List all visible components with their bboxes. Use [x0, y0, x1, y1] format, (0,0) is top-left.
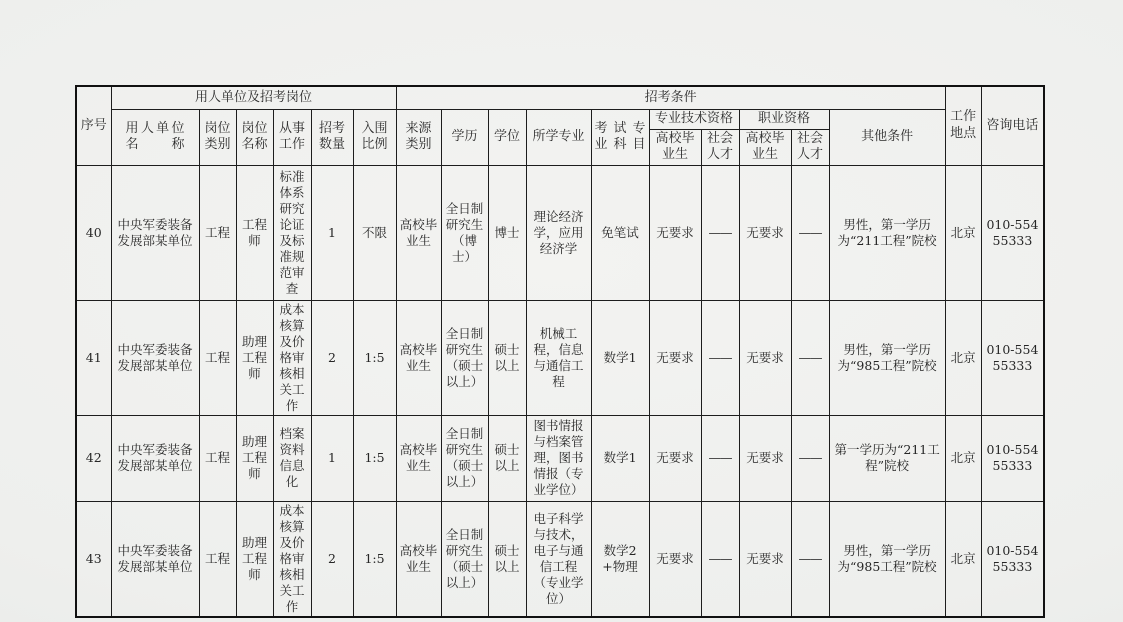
header-phone: 咨询电话 [981, 86, 1044, 165]
cell-work: 标准体系研究论证及标准规范审查 [273, 165, 311, 300]
cell-degree: 硕士以上 [488, 300, 526, 415]
cell-serial: 40 [76, 165, 111, 300]
cell-voc-grad: 无要求 [739, 415, 791, 501]
cell-post-name: 工程师 [236, 165, 273, 300]
cell-exam-subject: 数学1 [591, 300, 649, 415]
header-major: 所学专业 [526, 110, 591, 166]
cell-post-category: 工程 [199, 165, 236, 300]
header-voc-social: 社会人才 [791, 129, 829, 165]
cell-employer-name: 中央军委装备发展部某单位 [111, 415, 199, 501]
recruitment-table [75, 85, 1045, 618]
header-post-name: 岗位名称 [236, 110, 273, 166]
cell-ratio: 不限 [353, 165, 396, 300]
cell-location: 北京 [945, 165, 981, 300]
header-employer-group: 用人单位及招考岗位 [111, 86, 396, 110]
cell-voc-grad: 无要求 [739, 300, 791, 415]
cell-ratio: 1:5 [353, 300, 396, 415]
header-conditions-group: 招考条件 [396, 86, 945, 110]
header-row-columns [76, 110, 1044, 130]
cell-voc-social: —— [791, 501, 829, 617]
header-degree: 学位 [488, 110, 526, 166]
cell-phone: 010-55455333 [981, 300, 1044, 415]
header-location: 工作地点 [945, 86, 981, 165]
cell-exam-subject: 数学2+物理 [591, 501, 649, 617]
header-exam-subject: 考试专业科目 [591, 110, 649, 166]
cell-major: 理论经济学，应用经济学 [526, 165, 591, 300]
cell-source: 高校毕业生 [396, 501, 441, 617]
cell-degree: 博士 [488, 165, 526, 300]
cell-quantity: 1 [311, 415, 353, 501]
cell-ratio: 1:5 [353, 415, 396, 501]
cell-prof-grad: 无要求 [649, 501, 701, 617]
cell-prof-grad: 无要求 [649, 165, 701, 300]
header-post-category: 岗位类别 [199, 110, 236, 166]
cell-prof-social: —— [701, 165, 739, 300]
cell-employer-name: 中央军委装备发展部某单位 [111, 165, 199, 300]
cell-prof-grad: 无要求 [649, 300, 701, 415]
cell-major: 图书情报与档案管理，图书情报（专业学位） [526, 415, 591, 501]
header-other: 其他条件 [829, 110, 945, 166]
cell-phone: 010-55455333 [981, 165, 1044, 300]
cell-location: 北京 [945, 300, 981, 415]
cell-prof-social: —— [701, 300, 739, 415]
table-row [76, 300, 1044, 415]
header-quantity: 招考数量 [311, 110, 353, 166]
cell-education: 全日制研究生（硕士以上） [441, 415, 488, 501]
cell-quantity: 2 [311, 300, 353, 415]
cell-major: 电子科学与技术，电子与通信工程（专业学位） [526, 501, 591, 617]
header-vocational-qual: 职业资格 [739, 110, 829, 130]
cell-major: 机械工程，信息与通信工程 [526, 300, 591, 415]
cell-voc-grad: 无要求 [739, 165, 791, 300]
cell-exam-subject: 数学1 [591, 415, 649, 501]
header-source: 来源类别 [396, 110, 441, 166]
cell-source: 高校毕业生 [396, 165, 441, 300]
cell-location: 北京 [945, 415, 981, 501]
header-prof-tech-qual: 专业技术资格 [649, 110, 739, 130]
cell-source: 高校毕业生 [396, 300, 441, 415]
cell-voc-social: —— [791, 415, 829, 501]
cell-employer-name: 中央军委装备发展部某单位 [111, 300, 199, 415]
cell-serial: 42 [76, 415, 111, 501]
cell-quantity: 1 [311, 165, 353, 300]
cell-post-category: 工程 [199, 300, 236, 415]
cell-other: 男性，第一学历为“985工程”院校 [829, 501, 945, 617]
cell-post-name: 助理工程师 [236, 501, 273, 617]
table-row [76, 501, 1044, 617]
header-ratio: 入围比例 [353, 110, 396, 166]
header-education: 学历 [441, 110, 488, 166]
cell-serial: 41 [76, 300, 111, 415]
table-header [76, 86, 1044, 165]
cell-voc-social: —— [791, 300, 829, 415]
cell-ratio: 1:5 [353, 501, 396, 617]
cell-prof-grad: 无要求 [649, 415, 701, 501]
cell-education: 全日制研究生（博士） [441, 165, 488, 300]
cell-education: 全日制研究生（硕士以上） [441, 300, 488, 415]
cell-employer-name: 中央军委装备发展部某单位 [111, 501, 199, 617]
table-row [76, 415, 1044, 501]
header-employer-name: 用人单位名称 [111, 110, 199, 166]
cell-post-category: 工程 [199, 415, 236, 501]
cell-degree: 硕士以上 [488, 415, 526, 501]
cell-phone: 010-55455333 [981, 501, 1044, 617]
table-row [76, 165, 1044, 300]
cell-work: 成本核算及价格审核相关工作 [273, 501, 311, 617]
cell-source: 高校毕业生 [396, 415, 441, 501]
cell-voc-grad: 无要求 [739, 501, 791, 617]
cell-work: 档案资料信息化 [273, 415, 311, 501]
header-prof-social: 社会人才 [701, 129, 739, 165]
cell-work: 成本核算及价格审核相关工作 [273, 300, 311, 415]
cell-phone: 010-55455333 [981, 415, 1044, 501]
document-page [75, 85, 1045, 618]
cell-education: 全日制研究生（硕士以上） [441, 501, 488, 617]
cell-voc-social: —— [791, 165, 829, 300]
cell-prof-social: —— [701, 415, 739, 501]
cell-prof-social: —— [701, 501, 739, 617]
header-work: 从事工作 [273, 110, 311, 166]
header-serial: 序号 [76, 86, 111, 165]
cell-quantity: 2 [311, 501, 353, 617]
cell-post-category: 工程 [199, 501, 236, 617]
cell-exam-subject: 免笔试 [591, 165, 649, 300]
header-row-groups [76, 86, 1044, 110]
cell-post-name: 助理工程师 [236, 300, 273, 415]
table-body [76, 165, 1044, 617]
header-prof-grad: 高校毕业生 [649, 129, 701, 165]
cell-serial: 43 [76, 501, 111, 617]
cell-degree: 硕士以上 [488, 501, 526, 617]
cell-other: 男性，第一学历为“985工程”院校 [829, 300, 945, 415]
cell-post-name: 助理工程师 [236, 415, 273, 501]
header-voc-grad: 高校毕业生 [739, 129, 791, 165]
cell-other: 男性，第一学历为“211工程”院校 [829, 165, 945, 300]
cell-location: 北京 [945, 501, 981, 617]
cell-other: 第一学历为“211工程”院校 [829, 415, 945, 501]
